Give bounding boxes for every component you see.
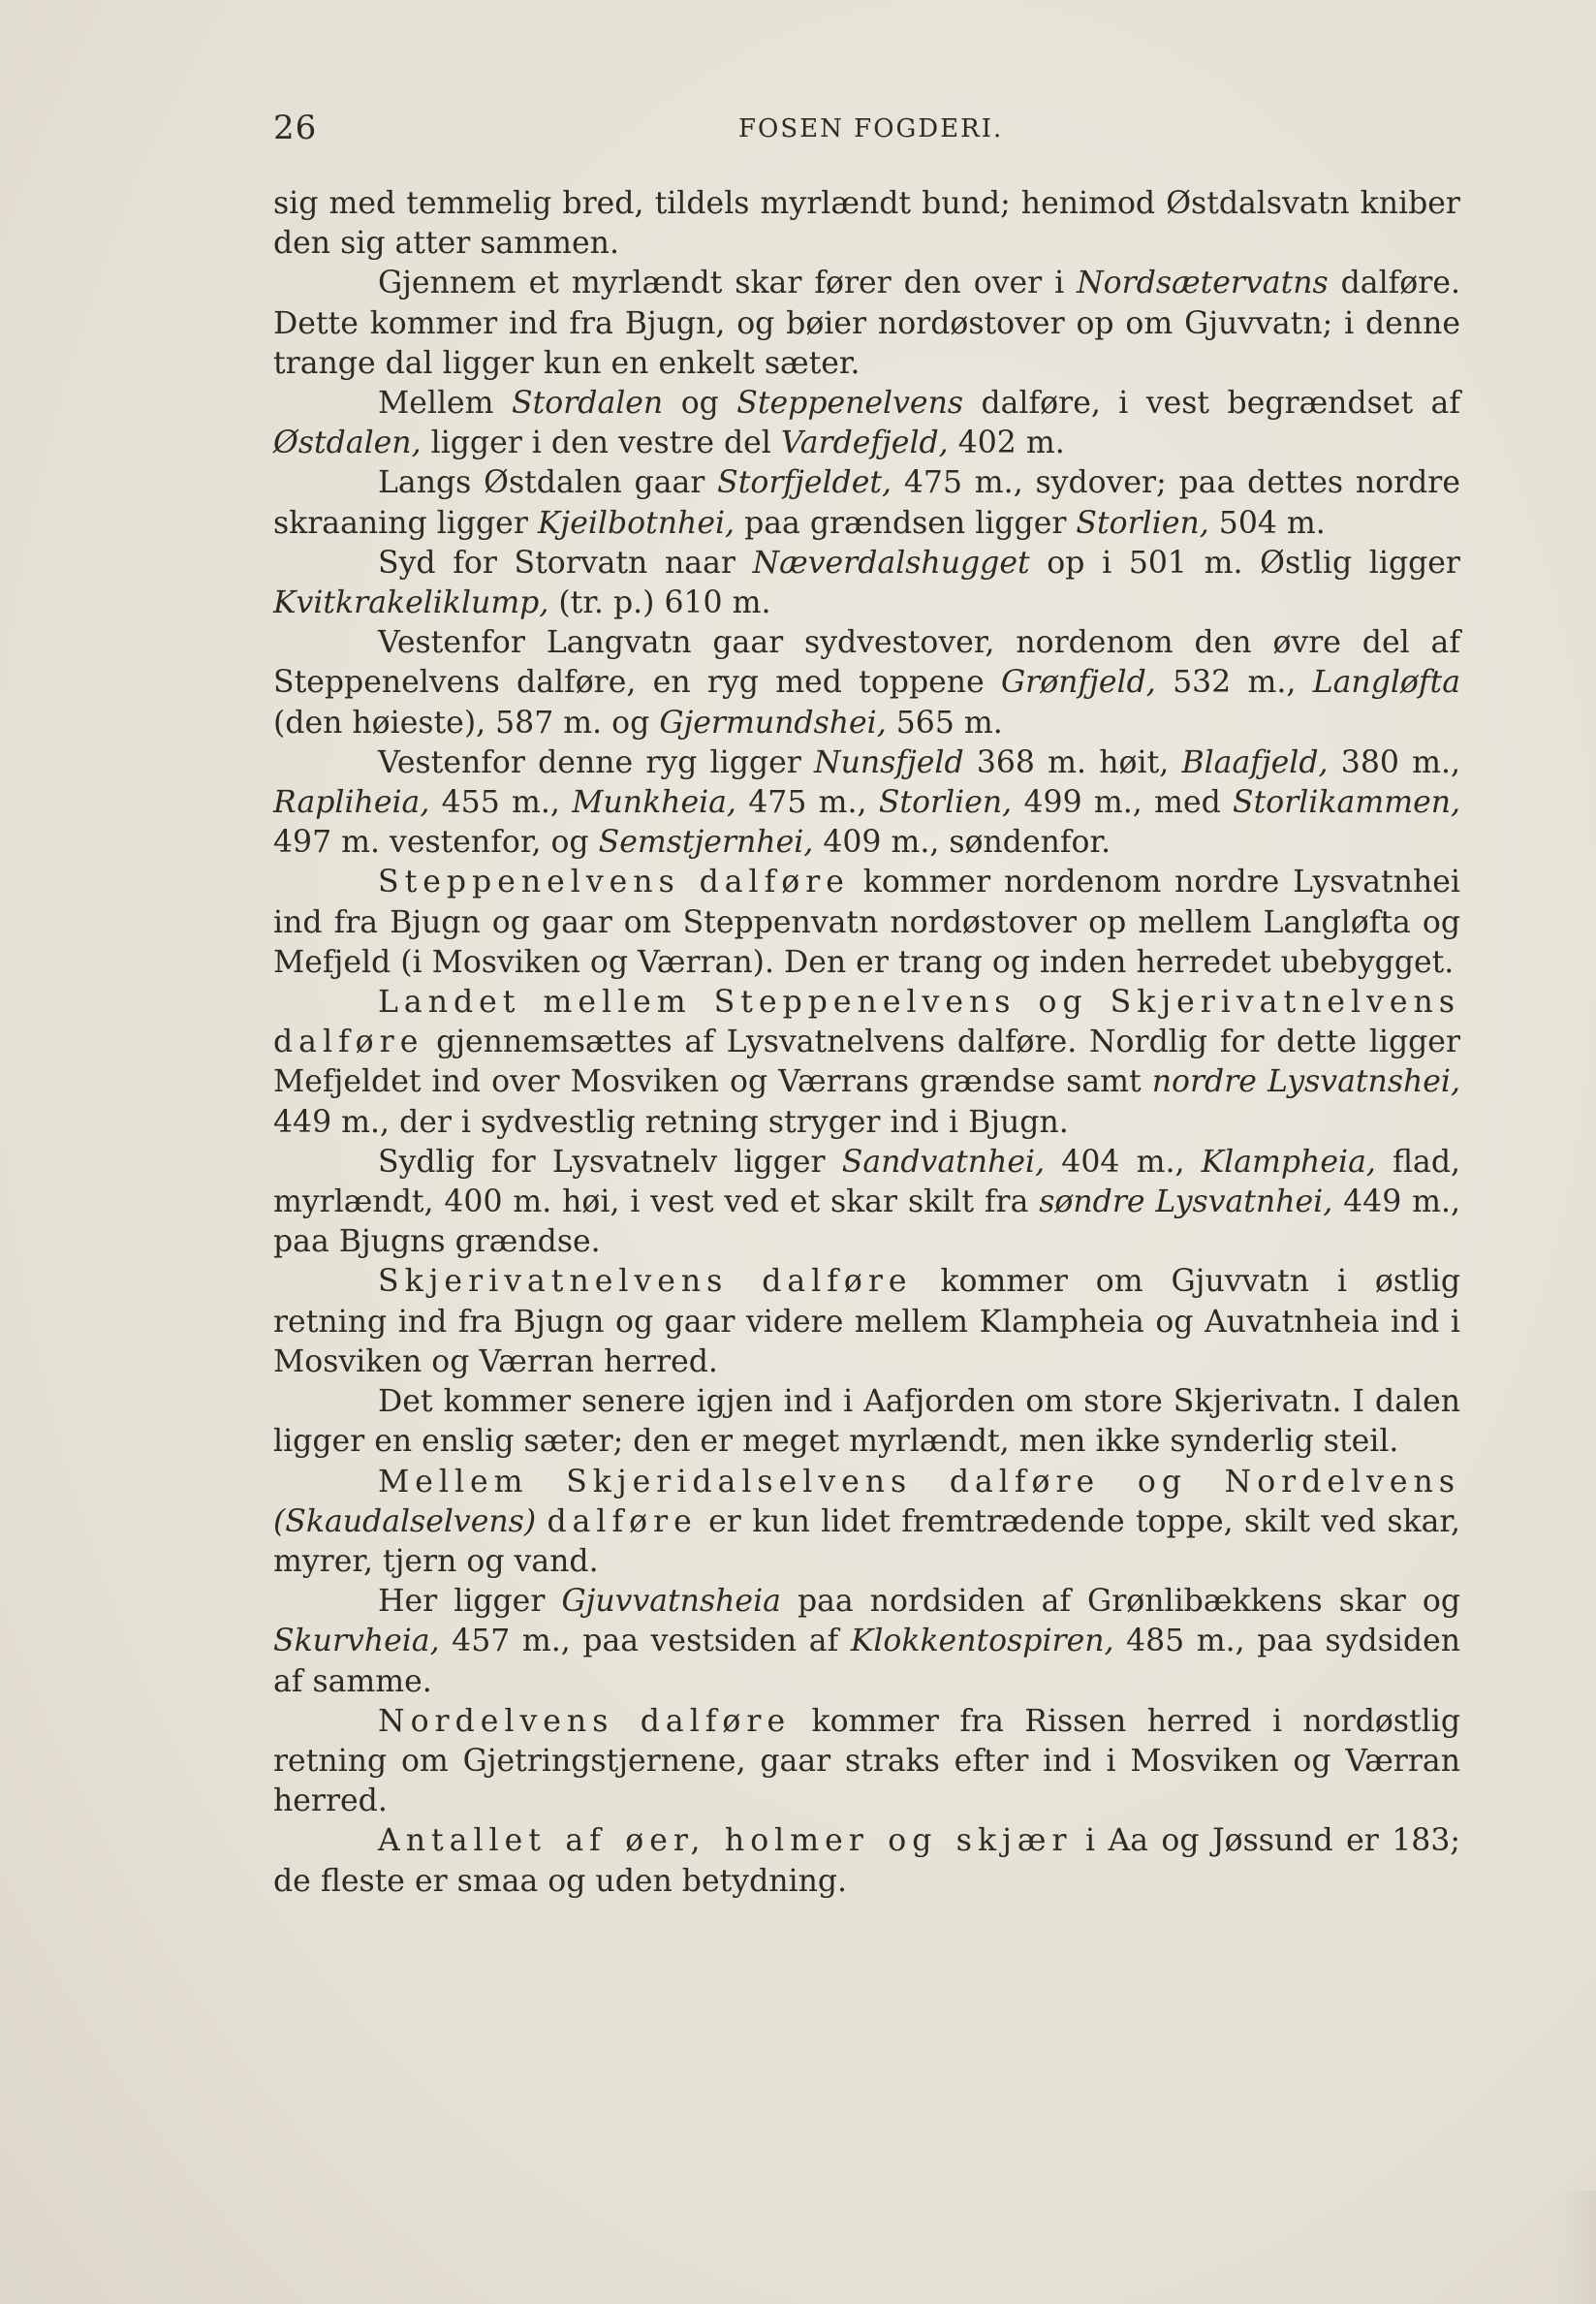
italic-place-name: søndre Lysvatnhei, — [1039, 1184, 1333, 1220]
text-run: paa nordsiden af Grønlibækkens skar og — [780, 1584, 1461, 1620]
text-run: 565 m. — [886, 705, 1003, 741]
text-run: 368 m. høit, — [963, 744, 1182, 780]
paragraph — [273, 184, 1460, 264]
text-run: gjennemsættes af Lysvatnelvens dalføre. Nordlig for dette ligger Mefjeldet ind over Mosviken og Værrans grændse samt — [273, 1025, 1460, 1100]
text-run: 449 m., paa Bjugns grændse. — [273, 1184, 1460, 1260]
spaced-heading-text: Skjerivatnelvens dalføre — [378, 1264, 913, 1300]
italic-place-name: Stordalen — [512, 386, 664, 422]
text-run: (den høieste), 587 m. og — [273, 705, 660, 741]
text-run: Det kommer senere igjen ind i Aafjorden om store Skjerivatn. I dalen ligger en enslig sæter; den er meget myrlændt, men ikke synderlig steil. — [273, 1384, 1460, 1460]
italic-place-name: Klokkentospiren, — [850, 1624, 1114, 1659]
text-run: Sydlig for Lysvatnelv ligger — [378, 1144, 842, 1180]
text-run: dalføre. Dette kommer ind fra Bjugn, og bøier nordøstover op om Gjuvvatn; i denne trange dal ligger kun en enkelt sæter. — [273, 266, 1460, 381]
running-title: FOSEN FOGDERI. — [738, 114, 1004, 143]
text-run: paa grændsen ligger — [735, 505, 1077, 541]
paragraph — [273, 1463, 1460, 1583]
text-run: 475 m., sydover; paa dettes nordre skraaning ligger — [273, 465, 1461, 541]
page-header — [273, 109, 1455, 157]
italic-place-name: Kvitkrakeliklump, — [273, 585, 549, 621]
text-run: 449 m., der i sydvestlig retning stryger ind i Bjugn. — [273, 1104, 1069, 1140]
italic-place-name: Gjermundshei, — [659, 705, 887, 741]
text-run: 409 m., søndenfor. — [813, 825, 1111, 861]
spaced-heading-text: Landet mellem Steppenelvens og Skjerivatnelvens dalføre — [273, 985, 1460, 1060]
text-run: kommer fra Rissen herred i nordøstlig retning om Gjetringstjernene, gaar straks efter ind i Mosviken og Værran herred. — [273, 1703, 1460, 1819]
text-run: Langs Østdalen gaar — [378, 465, 718, 501]
paragraph — [273, 863, 1460, 983]
page-number: 26 — [273, 109, 318, 147]
spaced-heading-text: Nordelvens dalføre — [378, 1703, 792, 1739]
paragraph — [273, 384, 1460, 463]
italic-place-name: Blaafjeld, — [1181, 744, 1329, 780]
text-run: 455 m., — [429, 785, 573, 821]
paragraph — [273, 983, 1460, 1143]
body-text — [273, 184, 1460, 1902]
text-run: 475 m., — [735, 785, 879, 821]
italic-place-name: Næverdalshugget — [752, 545, 1030, 581]
italic-place-name: Nordsætervatns — [1077, 266, 1329, 301]
italic-place-name: Semstjernhei, — [598, 825, 814, 861]
text-run: Syd for Storvatn naar — [378, 545, 753, 581]
italic-place-name: (Skaudalselvens) — [273, 1503, 537, 1539]
italic-place-name: Kjeilbotnhei, — [537, 505, 735, 541]
text-run: 504 m. — [1208, 505, 1326, 541]
text-run: og — [663, 386, 737, 422]
spaced-heading-text: Steppenelvens dalføre — [378, 865, 850, 900]
paragraph — [273, 1382, 1460, 1462]
italic-place-name: Storlien, — [1076, 505, 1209, 541]
italic-place-name: Vardefjeld, — [780, 426, 949, 461]
paragraph — [273, 1702, 1460, 1822]
page-edge-shadow — [1557, 2191, 1596, 2304]
text-run: sig med temmelig bred, tildels myrlændt bund; henimod Østdalsvatn kniber den sig atter sammen. — [273, 186, 1460, 262]
italic-place-name: Storlien, — [878, 785, 1013, 821]
text-run: 402 m. — [948, 426, 1065, 461]
paragraph — [273, 463, 1460, 543]
paragraph — [273, 623, 1460, 743]
paragraph — [273, 743, 1460, 864]
text-run: ligger i den vestre del — [421, 426, 781, 461]
text-run — [536, 1504, 547, 1539]
italic-place-name: Klampheia, — [1201, 1144, 1376, 1180]
text-run: flad, myrlændt, 400 m. høi, i vest ved et skar skilt fra — [273, 1144, 1460, 1220]
italic-place-name: Østdalen, — [273, 426, 422, 461]
italic-place-name: Rapliheia, — [273, 785, 430, 821]
italic-place-name: Munkheia, — [572, 785, 736, 821]
text-run: i Aa og Jøssund er 183; de fleste er smaa og uden betydning. — [273, 1823, 1460, 1899]
text-run: dalføre, i vest begrændset af — [963, 386, 1460, 422]
text-run: Her ligger — [378, 1584, 562, 1620]
paragraph — [273, 1821, 1460, 1901]
text-run: 532 m., — [1155, 665, 1313, 701]
text-run: 485 m., paa sydsiden af samme. — [273, 1624, 1460, 1699]
italic-place-name: Grønfjeld, — [1001, 665, 1156, 701]
paragraph — [273, 1582, 1460, 1702]
italic-place-name: Storfjeldet, — [717, 465, 892, 501]
text-run: (tr. p.) 610 m. — [548, 585, 771, 621]
paragraph — [273, 544, 1460, 623]
italic-place-name: Langløfta — [1312, 665, 1460, 701]
text-run: 457 m., paa vestsiden af — [439, 1624, 851, 1659]
italic-place-name: Steppenelvens — [736, 386, 964, 422]
italic-place-name: Sandvatnhei, — [841, 1144, 1046, 1180]
italic-place-name: Storlikammen, — [1233, 785, 1461, 821]
text-run: Vestenfor Langvatn gaar sydvestover, nordenom den øvre del af Steppenelvens dalføre, en ryg med toppene — [273, 625, 1460, 701]
text-run: kommer om Gjuvvatn i østlig retning ind fra Bjugn og gaar videre mellem Klampheia og Auvatnheia ind i Mosviken og Værran herred. — [273, 1264, 1460, 1379]
text-run: 497 m. vestenfor, og — [273, 825, 599, 861]
paragraph — [273, 1262, 1460, 1382]
italic-place-name: nordre Lysvatnshei, — [1151, 1064, 1460, 1100]
text-run: er kun lidet fremtrædende toppe, skilt ved skar, myrer, tjern og vand. — [273, 1503, 1460, 1579]
text-run: Mellem — [378, 386, 513, 422]
spaced-heading-text: Mellem Skjeridalselvens dalføre og Nordelvens — [378, 1464, 1460, 1499]
spaced-heading-text: Antallet af øer, holmer og skjær — [378, 1823, 1073, 1859]
text-run: 499 m., med — [1012, 785, 1234, 821]
text-run: 380 m., — [1328, 744, 1461, 780]
italic-place-name: Gjuvvatnsheia — [561, 1584, 781, 1620]
italic-place-name: Skurvheia, — [273, 1624, 440, 1659]
text-run: Gjennem et myrlændt skar fører den over i — [378, 266, 1078, 301]
italic-place-name: Nunsfjeld — [814, 744, 964, 780]
text-run: kommer nordenom nordre Lysvatnhei ind fra Bjugn og gaar om Steppenvatn nordøstover op mellem Langløfta og Mefjeld (i Mosviken og Værran). Den er trang og inden herredet ubebygget. — [273, 865, 1460, 980]
text-run: Vestenfor denne ryg ligger — [378, 744, 814, 780]
paragraph — [273, 1143, 1460, 1263]
text-run: 404 m., — [1045, 1144, 1202, 1180]
paragraph — [273, 264, 1460, 384]
spaced-heading-text: dalføre — [547, 1503, 698, 1539]
text-run: op i 501 m. Østlig ligger — [1029, 545, 1460, 581]
